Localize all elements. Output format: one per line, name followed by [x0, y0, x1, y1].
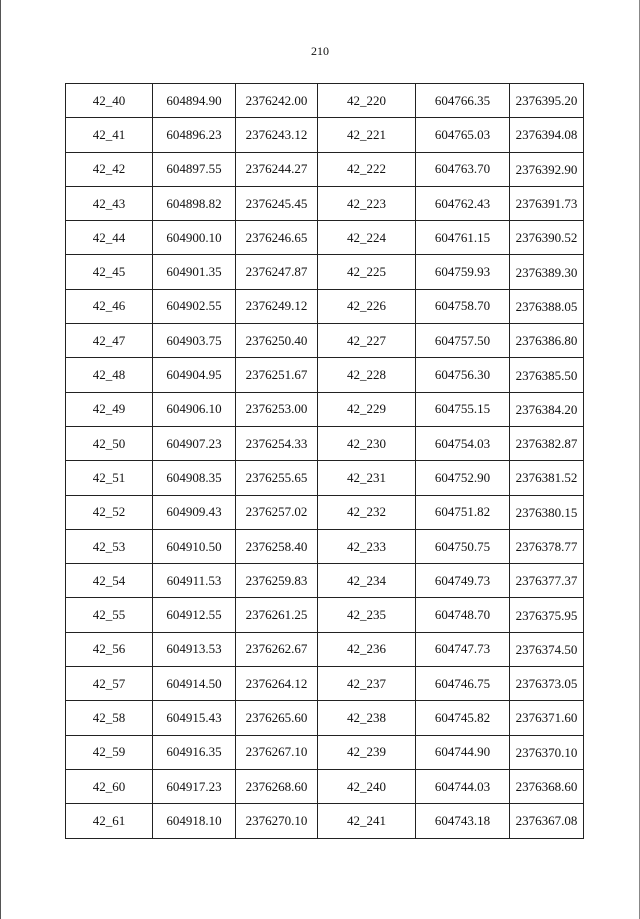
cell-point-id-b: 42_235: [318, 598, 416, 632]
cell-x-coord-a: 604906.10: [153, 392, 236, 426]
cell-y-coord-a: 2376258.40: [236, 529, 318, 563]
cell-point-id-a: 42_57: [66, 667, 153, 701]
coordinates-table-body: [66, 84, 584, 839]
table-row: [66, 769, 584, 803]
cell-x-coord-a: 604903.75: [153, 324, 236, 358]
cell-x-coord-a: 604901.35: [153, 255, 236, 289]
table-row: [66, 701, 584, 735]
cell-y-coord-a: 2376259.83: [236, 564, 318, 598]
cell-y-coord-b: 2376367.08: [510, 804, 584, 838]
cell-x-coord-b: 604757.50: [416, 324, 510, 358]
cell-point-id-b: 42_220: [318, 84, 416, 118]
cell-y-coord-a: 2376247.87: [236, 255, 318, 289]
cell-y-coord-a: 2376245.45: [236, 186, 318, 220]
cell-point-id-b: 42_240: [318, 769, 416, 803]
cell-point-id-a: 42_40: [66, 84, 153, 118]
cell-point-id-a: 42_54: [66, 564, 153, 598]
cell-y-coord-a: 2376255.65: [236, 461, 318, 495]
cell-x-coord-b: 604748.70: [416, 598, 510, 632]
cell-y-coord-b: 2376368.60: [510, 769, 584, 803]
cell-y-coord-b: 2376391.73: [510, 186, 584, 220]
cell-y-coord-b: 2376389.30: [510, 255, 584, 289]
cell-point-id-b: 42_226: [318, 289, 416, 323]
cell-x-coord-b: 604758.70: [416, 289, 510, 323]
cell-y-coord-a: 2376267.10: [236, 735, 318, 769]
cell-y-coord-b: 2376394.08: [510, 118, 584, 152]
cell-point-id-a: 42_48: [66, 358, 153, 392]
cell-point-id-a: 42_60: [66, 769, 153, 803]
table-row: [66, 221, 584, 255]
cell-point-id-a: 42_42: [66, 152, 153, 186]
cell-x-coord-a: 604915.43: [153, 701, 236, 735]
cell-point-id-b: 42_230: [318, 426, 416, 460]
cell-x-coord-a: 604911.53: [153, 564, 236, 598]
cell-point-id-a: 42_61: [66, 804, 153, 838]
cell-x-coord-a: 604894.90: [153, 84, 236, 118]
cell-x-coord-b: 604751.82: [416, 495, 510, 529]
cell-y-coord-a: 2376246.65: [236, 221, 318, 255]
cell-y-coord-a: 2376270.10: [236, 804, 318, 838]
table-row: [66, 392, 584, 426]
cell-x-coord-a: 604897.55: [153, 152, 236, 186]
cell-point-id-b: 42_229: [318, 392, 416, 426]
cell-point-id-b: 42_237: [318, 667, 416, 701]
cell-point-id-b: 42_236: [318, 632, 416, 666]
cell-y-coord-a: 2376265.60: [236, 701, 318, 735]
cell-y-coord-a: 2376253.00: [236, 392, 318, 426]
cell-x-coord-b: 604745.82: [416, 701, 510, 735]
cell-point-id-b: 42_225: [318, 255, 416, 289]
cell-y-coord-b: 2376388.05: [510, 289, 584, 323]
cell-point-id-b: 42_228: [318, 358, 416, 392]
cell-y-coord-a: 2376242.00: [236, 84, 318, 118]
cell-point-id-b: 42_221: [318, 118, 416, 152]
cell-x-coord-b: 604744.03: [416, 769, 510, 803]
cell-point-id-a: 42_53: [66, 529, 153, 563]
cell-y-coord-b: 2376380.15: [510, 495, 584, 529]
cell-y-coord-a: 2376251.67: [236, 358, 318, 392]
cell-x-coord-a: 604916.35: [153, 735, 236, 769]
cell-point-id-b: 42_222: [318, 152, 416, 186]
cell-y-coord-b: 2376374.50: [510, 632, 584, 666]
cell-point-id-a: 42_52: [66, 495, 153, 529]
cell-point-id-a: 42_56: [66, 632, 153, 666]
table-row: [66, 186, 584, 220]
cell-point-id-a: 42_41: [66, 118, 153, 152]
page-number: 210: [311, 44, 329, 58]
cell-point-id-b: 42_223: [318, 186, 416, 220]
cell-x-coord-b: 604762.43: [416, 186, 510, 220]
cell-x-coord-b: 604766.35: [416, 84, 510, 118]
cell-y-coord-a: 2376243.12: [236, 118, 318, 152]
cell-x-coord-b: 604752.90: [416, 461, 510, 495]
cell-x-coord-b: 604750.75: [416, 529, 510, 563]
cell-y-coord-a: 2376261.25: [236, 598, 318, 632]
cell-x-coord-a: 604910.50: [153, 529, 236, 563]
cell-x-coord-b: 604749.73: [416, 564, 510, 598]
cell-y-coord-b: 2376375.95: [510, 598, 584, 632]
table-row: [66, 426, 584, 460]
cell-x-coord-b: 604761.15: [416, 221, 510, 255]
cell-point-id-a: 42_50: [66, 426, 153, 460]
cell-y-coord-b: 2376381.52: [510, 461, 584, 495]
table-row: [66, 495, 584, 529]
cell-y-coord-a: 2376249.12: [236, 289, 318, 323]
cell-y-coord-b: 2376390.52: [510, 221, 584, 255]
cell-x-coord-a: 604900.10: [153, 221, 236, 255]
cell-y-coord-b: 2376371.60: [510, 701, 584, 735]
cell-x-coord-a: 604909.43: [153, 495, 236, 529]
cell-x-coord-b: 604744.90: [416, 735, 510, 769]
cell-x-coord-b: 604743.18: [416, 804, 510, 838]
table-row: [66, 324, 584, 358]
table-row: [66, 564, 584, 598]
cell-x-coord-a: 604914.50: [153, 667, 236, 701]
cell-point-id-b: 42_241: [318, 804, 416, 838]
cell-y-coord-a: 2376244.27: [236, 152, 318, 186]
cell-x-coord-b: 604747.73: [416, 632, 510, 666]
cell-y-coord-b: 2376378.77: [510, 529, 584, 563]
cell-x-coord-b: 604756.30: [416, 358, 510, 392]
cell-y-coord-b: 2376373.05: [510, 667, 584, 701]
cell-point-id-a: 42_44: [66, 221, 153, 255]
cell-y-coord-a: 2376250.40: [236, 324, 318, 358]
cell-y-coord-a: 2376262.67: [236, 632, 318, 666]
cell-x-coord-b: 604754.03: [416, 426, 510, 460]
cell-point-id-b: 42_239: [318, 735, 416, 769]
cell-x-coord-b: 604746.75: [416, 667, 510, 701]
table-row: [66, 358, 584, 392]
cell-y-coord-a: 2376257.02: [236, 495, 318, 529]
cell-x-coord-a: 604912.55: [153, 598, 236, 632]
cell-point-id-a: 42_45: [66, 255, 153, 289]
cell-y-coord-b: 2376392.90: [510, 152, 584, 186]
cell-x-coord-b: 604765.03: [416, 118, 510, 152]
table-row: [66, 735, 584, 769]
cell-y-coord-b: 2376377.37: [510, 564, 584, 598]
cell-x-coord-a: 604913.53: [153, 632, 236, 666]
cell-x-coord-a: 604904.95: [153, 358, 236, 392]
table-row: [66, 632, 584, 666]
cell-point-id-b: 42_231: [318, 461, 416, 495]
cell-point-id-b: 42_232: [318, 495, 416, 529]
coordinates-table: [65, 83, 584, 839]
cell-y-coord-b: 2376386.80: [510, 324, 584, 358]
cell-y-coord-b: 2376395.20: [510, 84, 584, 118]
cell-point-id-b: 42_238: [318, 701, 416, 735]
cell-y-coord-a: 2376254.33: [236, 426, 318, 460]
table-row: [66, 152, 584, 186]
table-row: [66, 84, 584, 118]
cell-point-id-b: 42_227: [318, 324, 416, 358]
cell-point-id-a: 42_59: [66, 735, 153, 769]
cell-point-id-a: 42_58: [66, 701, 153, 735]
table-row: [66, 529, 584, 563]
cell-y-coord-b: 2376385.50: [510, 358, 584, 392]
cell-x-coord-a: 604898.82: [153, 186, 236, 220]
table-row: [66, 118, 584, 152]
cell-x-coord-a: 604917.23: [153, 769, 236, 803]
table-row: [66, 255, 584, 289]
cell-point-id-a: 42_49: [66, 392, 153, 426]
cell-x-coord-b: 604755.15: [416, 392, 510, 426]
table-row: [66, 667, 584, 701]
cell-point-id-a: 42_47: [66, 324, 153, 358]
cell-x-coord-a: 604902.55: [153, 289, 236, 323]
page-edge-left: [0, 0, 1, 919]
cell-y-coord-b: 2376384.20: [510, 392, 584, 426]
cell-x-coord-b: 604763.70: [416, 152, 510, 186]
table-row: [66, 804, 584, 838]
cell-point-id-b: 42_224: [318, 221, 416, 255]
table-row: [66, 289, 584, 323]
table-row: [66, 461, 584, 495]
cell-point-id-a: 42_46: [66, 289, 153, 323]
cell-point-id-b: 42_234: [318, 564, 416, 598]
cell-y-coord-a: 2376264.12: [236, 667, 318, 701]
cell-point-id-a: 42_43: [66, 186, 153, 220]
cell-y-coord-b: 2376370.10: [510, 735, 584, 769]
table-row: [66, 598, 584, 632]
cell-x-coord-b: 604759.93: [416, 255, 510, 289]
cell-x-coord-a: 604908.35: [153, 461, 236, 495]
cell-y-coord-b: 2376382.87: [510, 426, 584, 460]
cell-point-id-a: 42_55: [66, 598, 153, 632]
cell-y-coord-a: 2376268.60: [236, 769, 318, 803]
cell-x-coord-a: 604918.10: [153, 804, 236, 838]
cell-point-id-a: 42_51: [66, 461, 153, 495]
cell-x-coord-a: 604896.23: [153, 118, 236, 152]
cell-x-coord-a: 604907.23: [153, 426, 236, 460]
cell-point-id-b: 42_233: [318, 529, 416, 563]
